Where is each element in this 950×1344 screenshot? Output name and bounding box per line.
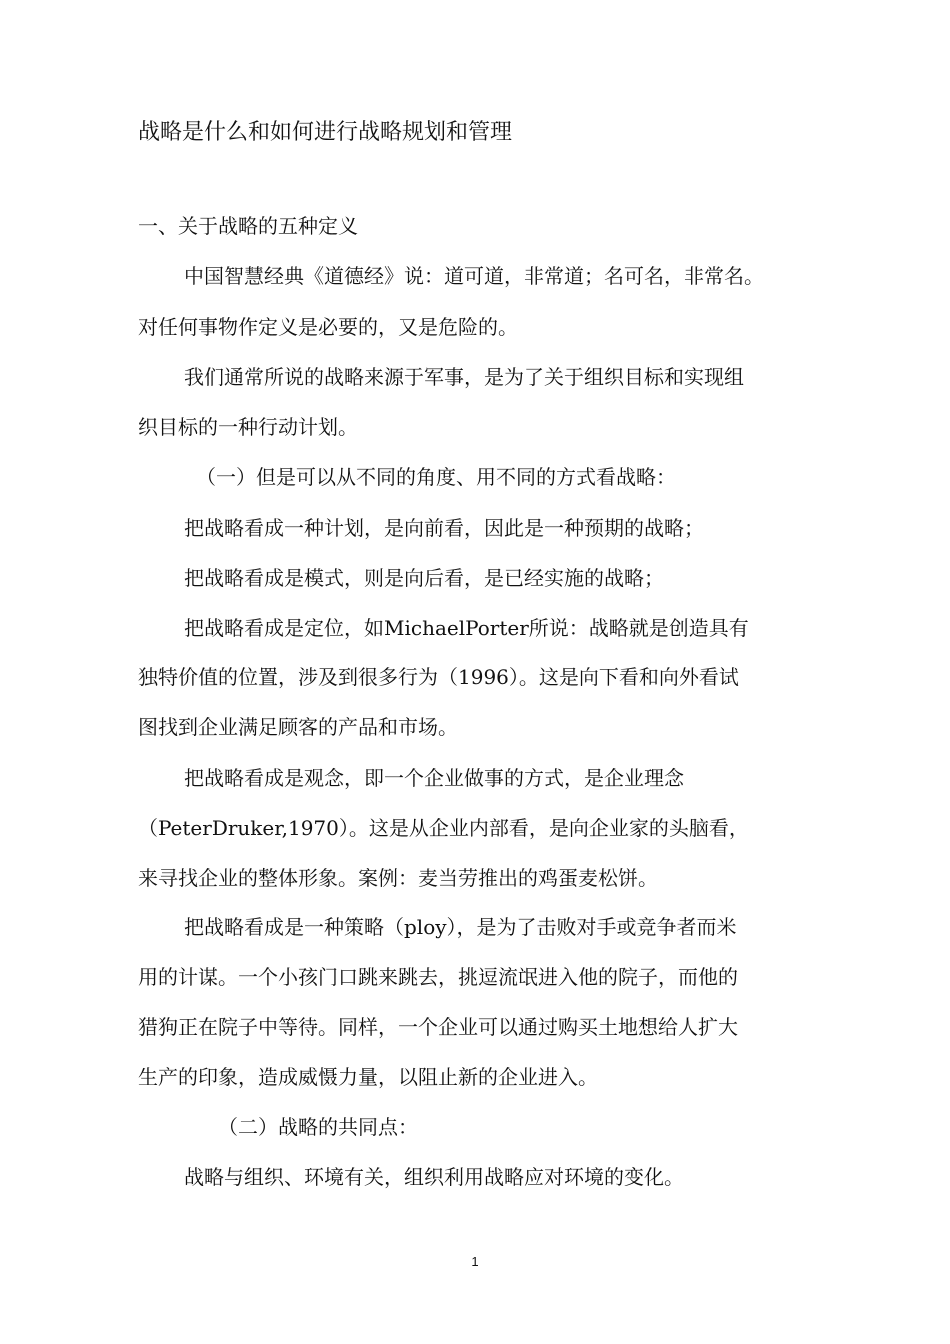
paragraph-line: 把战略看成一种计划，是向前看，因此是一种预期的战略；	[184, 516, 704, 540]
paragraph-line: 中国智慧经典《道德经》说：道可道，非常道；名可名，非常名。	[184, 264, 764, 288]
paragraph-line: 猎狗正在院子中等待。同样，一个企业可以通过购买土地想给人扩大	[138, 1015, 738, 1039]
section-heading: 一、关于战略的五种定义	[138, 214, 358, 238]
paragraph-line: 对任何事物作定义是必要的，又是危险的。	[138, 315, 518, 339]
subsection-heading: （二）战略的共同点：	[218, 1115, 418, 1139]
paragraph-line: 把战略看成是定位，如MichaelPorter所说：战略就是创造具有	[184, 616, 749, 640]
paragraph-line: 独特价值的位置，涉及到很多行为（1996）。这是向下看和向外看试	[138, 665, 739, 689]
paragraph-line: 来寻找企业的整体形象。案例：麦当劳推出的鸡蛋麦松饼。	[138, 866, 658, 890]
paragraph-line: 把战略看成是模式，则是向后看，是已经实施的战略；	[184, 566, 664, 590]
paragraph-line: 战略与组织、环境有关，组织利用战略应对环境的变化。	[184, 1165, 684, 1189]
paragraph-line: 我们通常所说的战略来源于军事，是为了关于组织目标和实现组	[184, 365, 744, 389]
subsection-heading: （一）但是可以从不同的角度、用不同的方式看战略：	[196, 465, 676, 489]
page-number: 1	[471, 1254, 479, 1269]
paragraph-line: 用的计谋。一个小孩门口跳来跳去，挑逗流氓进入他的院子，而他的	[138, 965, 738, 989]
document-title: 战略是什么和如何进行战略规划和管理	[138, 120, 513, 145]
paragraph-line: （PeterDruker,1970）。这是从企业内部看，是向企业家的头脑看，	[138, 816, 749, 840]
paragraph-line: 织目标的一种行动计划。	[138, 415, 358, 439]
paragraph-line: 图找到企业满足顾客的产品和市场。	[138, 715, 458, 739]
paragraph-line: 生产的印象，造成威慑力量，以阻止新的企业进入。	[138, 1065, 598, 1089]
paragraph-line: 把战略看成是观念，即一个企业做事的方式，是企业理念	[184, 766, 684, 790]
paragraph-line: 把战略看成是一种策略（ploy），是为了击败对手或竞争者而米	[184, 915, 737, 939]
